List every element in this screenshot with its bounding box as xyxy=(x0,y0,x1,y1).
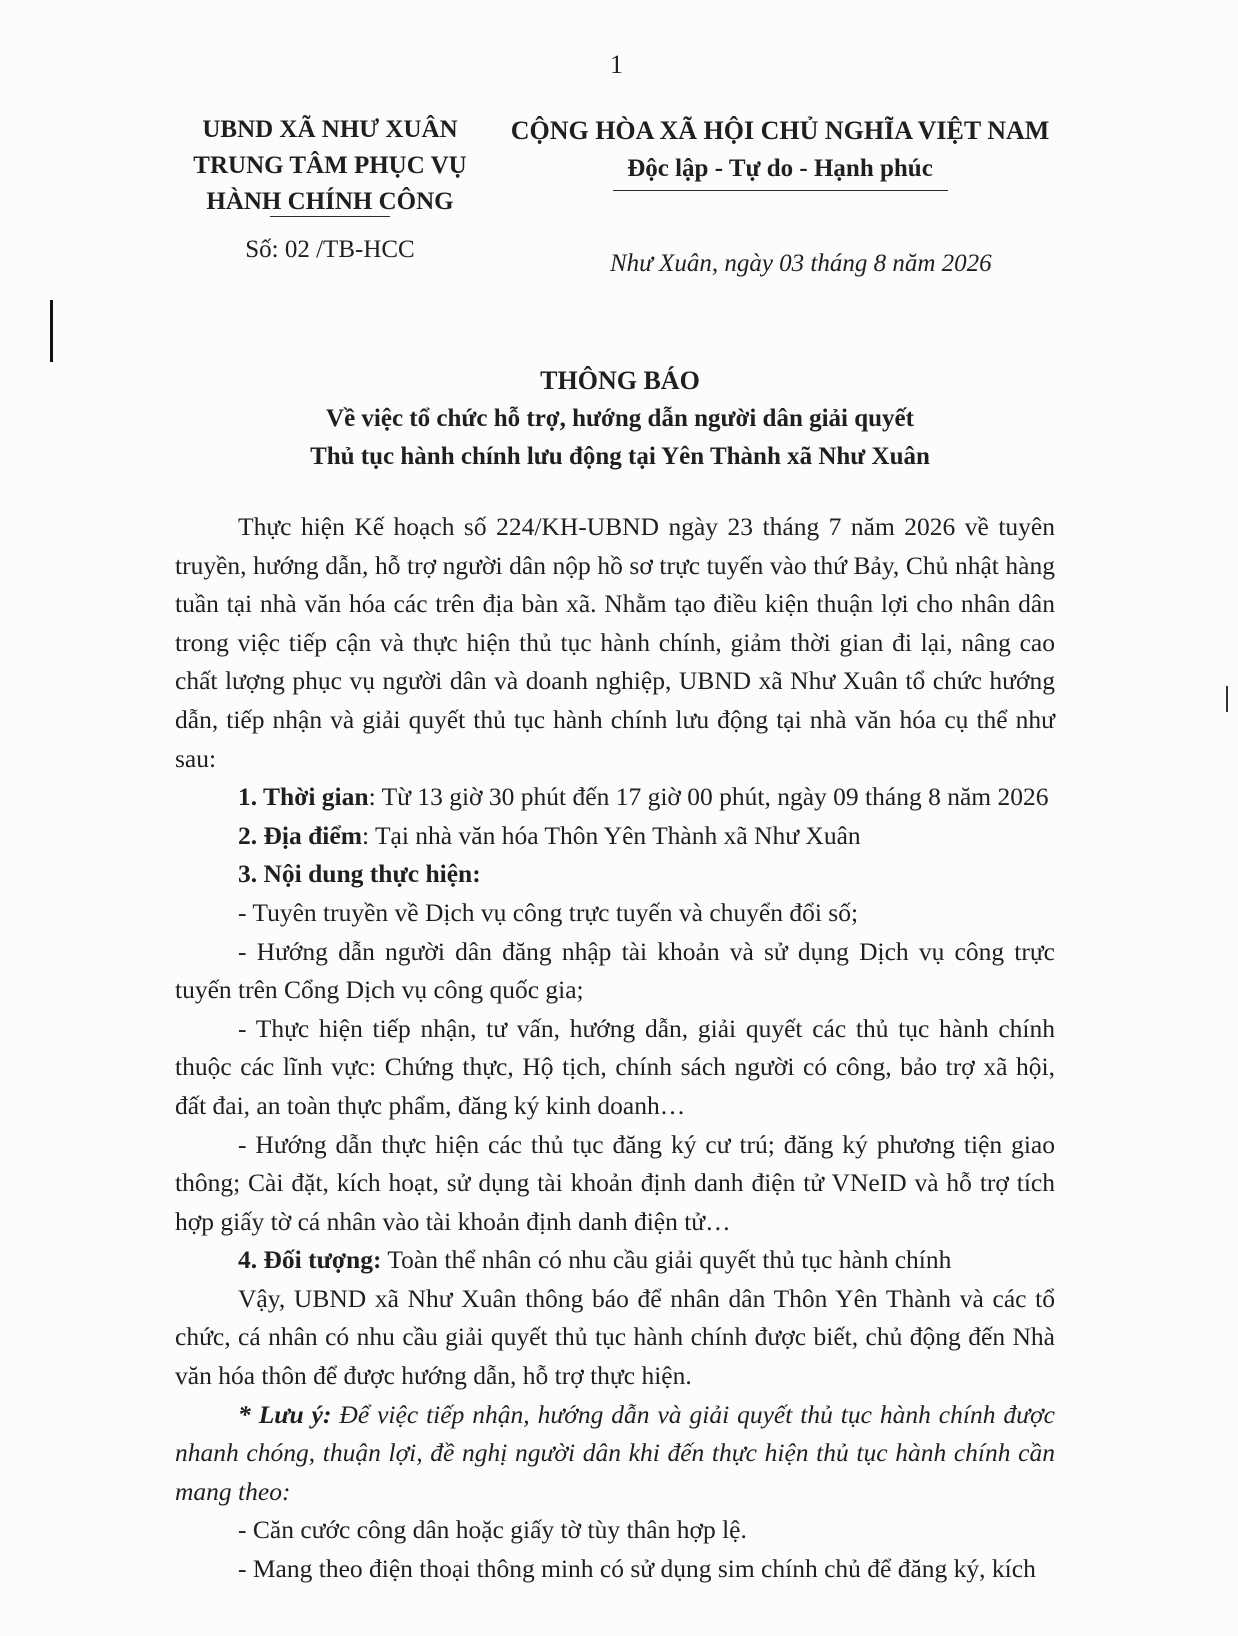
document-title xyxy=(140,362,1100,476)
note-text: Để việc tiếp nhận, hướng dẫn và giải quyết thủ tục hành chính được nhanh chóng, thuận lợi, đề nghị người dân khi đến thực hiện thủ tục hành chính cần mang theo: xyxy=(175,1399,1055,1506)
title-main: THÔNG BÁO xyxy=(540,366,700,395)
time-label: 1. Thời gian xyxy=(238,782,369,812)
content-point-2: - Hướng dẫn người dân đăng nhập tài khoản và sử dụng Dịch vụ công trực tuyến trên Cổng Dịch vụ công quốc gia; xyxy=(175,936,1055,1005)
scan-edge-mark xyxy=(50,300,53,362)
location-item xyxy=(175,817,1055,856)
location-label: 2. Địa điểm xyxy=(238,820,362,850)
audience-text: Toàn thể nhân có nhu cầu giải quyết thủ tục hành chính xyxy=(381,1245,952,1275)
intro-paragraph: Thực hiện Kế hoạch số 224/KH-UBND ngày 23 tháng 7 năm 2026 về tuyên truyền, hướng dẫn, hỗ trợ người dân nộp hồ sơ trực tuyến vào thứ Bảy, Chủ nhật hàng tuần tại nhà văn hóa các trên địa bàn xã. Nhằm tạo điều kiện thuận lợi cho nhân dân trong việc tiếp cận và thực hiện thủ tục hành chính, giảm thời gian đi lại, nâng cao chất lượng phục vụ người dân và doanh nghiệp, UBND xã Như Xuân tổ chức hướng dẫn, tiếp nhận và giải quyết thủ tục hành chính lưu động tại nhà văn hóa cụ thể như sau: xyxy=(175,512,1055,773)
national-header xyxy=(500,112,1060,191)
note-paragraph xyxy=(175,1396,1055,1512)
document-body xyxy=(175,508,1055,1589)
audience-label: 4. Đối tượng: xyxy=(238,1245,382,1275)
place-date: Như Xuân, ngày 03 tháng 8 năm 2026 xyxy=(610,250,992,277)
location-text: : Tại nhà văn hóa Thôn Yên Thành xã Như Xuân xyxy=(361,820,861,850)
content-point-4: - Hướng dẫn thực hiện các thủ tục đăng ký cư trú; đăng ký phương tiện giao thông; Cài đặt, kích hoạt, sử dụng tài khoản định danh điện tử VNeID và hỗ trợ tích hợp giấy tờ cá nhân vào tài khoản định danh điện tử… xyxy=(175,1129,1055,1236)
agency-line-3: HÀNH CHÍNH CÔNG xyxy=(206,188,454,215)
bring-point-1: - Căn cước công dân hoặc giấy tờ tùy thân hợp lệ. xyxy=(238,1515,747,1545)
national-motto: Độc lập - Tự do - Hạnh phúc xyxy=(627,155,933,182)
bring-point-2: - Mang theo điện thoại thông minh có sử dụng sim chính chủ để đăng ký, kích xyxy=(238,1554,1036,1584)
content-heading xyxy=(175,855,1055,894)
country-name: CỘNG HÒA XÃ HỘI CHỦ NGHĨA VIỆT NAM xyxy=(510,116,1050,145)
agency-line-2: TRUNG TÂM PHỤC VỤ xyxy=(193,152,467,179)
content-point-1: - Tuyên truyền về Dịch vụ công trực tuyến và chuyển đổi số; xyxy=(238,897,859,927)
content-point-3: - Thực hiện tiếp nhận, tư vấn, hướng dẫn, giải quyết các thủ tục hành chính thuộc các lĩnh vực: Chứng thực, Hộ tịch, chính sách người có công, bảo trợ xã hội, đất đai, an toàn thực phẩm, đăng ký kinh doanh… xyxy=(175,1013,1055,1120)
motto-underline xyxy=(613,190,948,191)
content-label: 3. Nội dung thực hiện: xyxy=(238,859,481,889)
page-number: 1 xyxy=(610,50,623,79)
agency-line-1: UBND XÃ NHƯ XUÂN xyxy=(202,116,458,143)
title-subject-1: Về việc tổ chức hỗ trợ, hướng dẫn người dân giải quyết xyxy=(326,405,914,432)
title-subject-2: Thủ tục hành chính lưu động tại Yên Thành xã Như Xuân xyxy=(310,443,930,470)
note-label: * Lưu ý: xyxy=(238,1399,332,1429)
audience-item xyxy=(175,1241,1055,1280)
conclusion-paragraph: Vậy, UBND xã Như Xuân thông báo để nhân dân Thôn Yên Thành và các tổ chức, cá nhân có nhu cầu giải quyết thủ tục hành chính được biết, chủ động đến Nhà văn hóa thôn để được hướng dẫn, hỗ trợ thực hiện. xyxy=(175,1283,1055,1391)
issuing-agency xyxy=(170,112,490,217)
document-number: Số: 02 /TB-HCC xyxy=(245,236,415,263)
time-text: : Từ 13 giờ 30 phút đến 17 giờ 00 phút, ngày 09 tháng 8 năm 2026 xyxy=(368,782,1049,812)
time-item xyxy=(175,778,1055,817)
scan-edge-mark xyxy=(1226,686,1228,712)
